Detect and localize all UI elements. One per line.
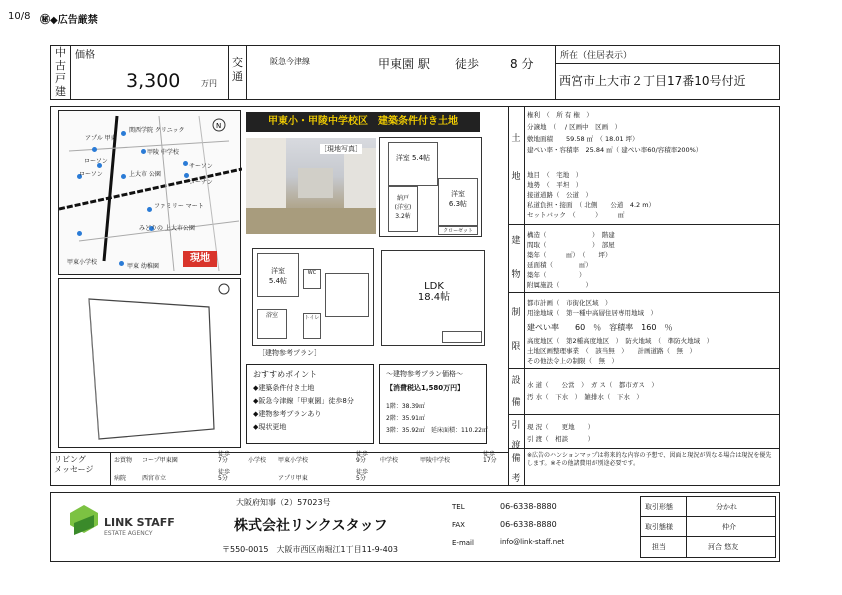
living-message-label: リビング メッセージ (54, 455, 94, 474)
map-label: みどりの 上大市公園 (139, 225, 195, 232)
price-value: 3,300 (126, 70, 181, 92)
map-label: 甲陵 中学校 (147, 149, 179, 156)
area-map (58, 110, 241, 275)
reference-plan-price: ～建物参考プラン価格～ 【消費税込1,580万円】 1階：38.39㎡ 2階：35.91㎡ 3階：35.92㎡ 延床面積：110.22㎡ (379, 364, 487, 444)
map-label: 甲東小学校 (67, 259, 98, 266)
regulation-section-label: 制 限 (511, 308, 521, 352)
ad-prohibited-note: ㊙◆広告厳禁 (40, 15, 98, 26)
address-value: 西宮市上大市２丁目17番10号付近 (559, 74, 746, 88)
train-line: 阪急今津線 (270, 57, 310, 66)
map-label: 甲東 幼稚園 (127, 263, 159, 270)
map-label: ローソン (79, 171, 103, 178)
company-email[interactable]: info@link-staff.net (500, 538, 565, 546)
genchi-marker: 現地 (183, 251, 217, 267)
delivery-section-label: 引 渡 (511, 421, 521, 451)
map-label: サーソン (189, 163, 213, 170)
price-label: 価格 (75, 50, 95, 61)
map-label: 関西学院 クリニック (129, 127, 185, 134)
price-unit: 万円 (201, 79, 217, 88)
land-section-label: 土 地 (511, 134, 521, 182)
station-name: 甲東園 駅 (378, 57, 430, 71)
company-tel: 06-6338-8880 (500, 502, 557, 511)
school-district-banner: 甲東小・甲陵中学校区 建築条件付き土地 (246, 112, 480, 132)
land-plot-map (58, 278, 241, 448)
recommend-points: おすすめポイント ◆建築条件付き土地 ◆阪急今津線「甲東園」徒歩8分 ◆建物参考プランあり ◆現状更地 (246, 364, 374, 444)
property-type-label: 中 古 戸 建 (55, 46, 66, 98)
map-label: 上大市 公園 (129, 171, 161, 178)
walk-label: 徒歩 (455, 57, 480, 71)
address-label: 所在（住居表示） (560, 51, 633, 61)
company-logo-text: LINK STAFF (104, 516, 175, 529)
company-logo-sub: ESTATE AGENCY (104, 530, 153, 537)
map-label: ファミリー マート (154, 203, 204, 210)
walk-minutes: 8 分 (510, 57, 534, 71)
company-name: 株式会社リンクスタッフ (234, 518, 388, 534)
photo-caption: ［現地写真］ (320, 145, 362, 153)
transport-label: 交 通 (232, 56, 243, 83)
plan-caption: ［建物参考プラン］ (258, 349, 321, 357)
svg-text:N: N (216, 122, 222, 130)
floorplan-ldk: LDK 18.4帖 (381, 250, 485, 346)
building-section-label: 建 物 (511, 236, 521, 280)
company-license: 大阪府知事（2）57023号 (236, 498, 331, 507)
facilities-section-label: 設 備 (511, 376, 521, 408)
map-label: ローソン (84, 158, 108, 165)
notes-text: ※広告のハンションマップは将来的な内容の予想で、図面と現況が異なる場合は現況を優先します。※その他諸費用が別途必要です。 (527, 452, 772, 467)
header-date: 10/8 (8, 11, 31, 22)
map-label: コーナン (189, 179, 213, 186)
map-label: アプル 甲東 (85, 135, 117, 142)
notes-section-label: 備 考 (511, 454, 521, 484)
company-logo-icon (70, 505, 98, 541)
company-address: 〒550-0015 大阪市西区南堀江1丁目11-9-403 (222, 545, 398, 554)
floorplan-3f: 洋室 5.4帖 納戸 (洋室) 3.2帖 洋室 6.3帖 クローゼット (379, 137, 482, 237)
company-fax: 06-6338-8880 (500, 520, 557, 529)
floorplan-2f: 洋室 5.4帖 WC 浴室 トイレ (252, 248, 374, 346)
